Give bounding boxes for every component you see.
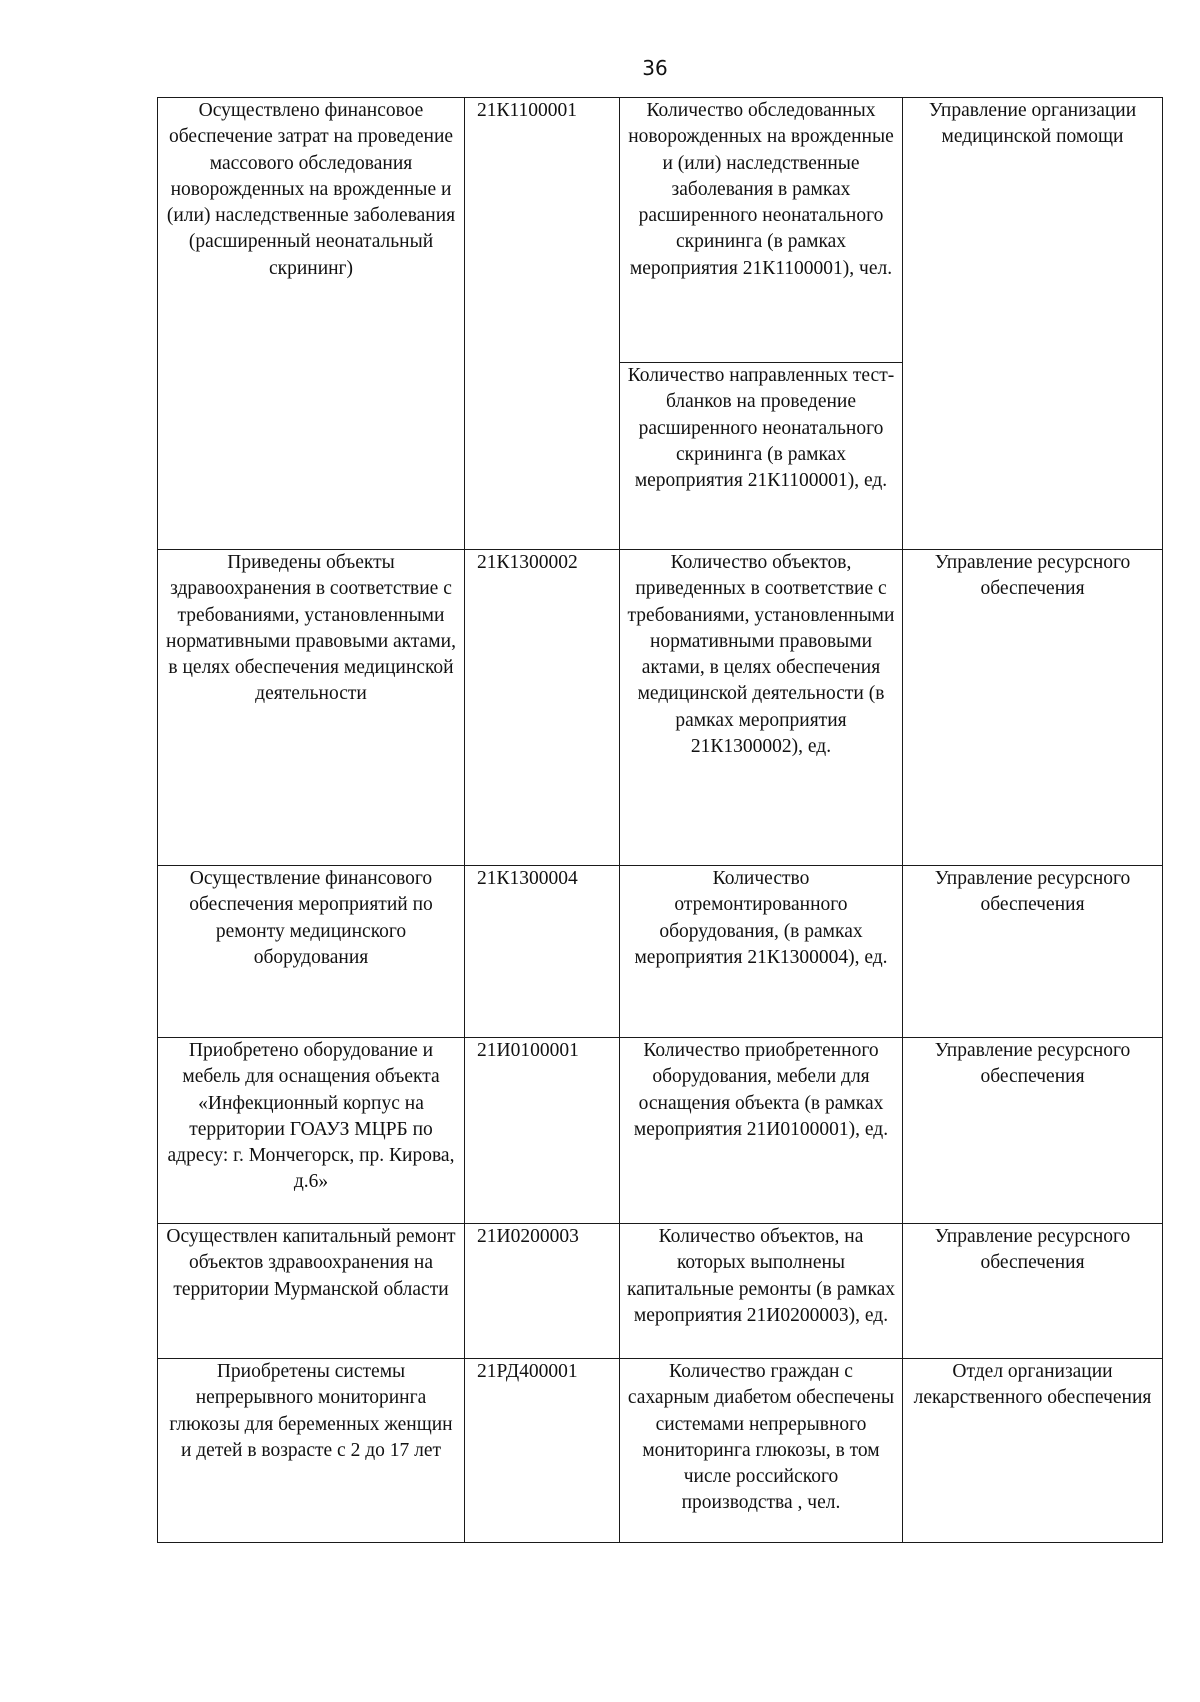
responsible-cell: Управление ресурсного обеспечения [903,866,1163,1038]
responsible-cell: Управление ресурсного обеспечения [903,1038,1163,1224]
table-row [158,1224,1163,1359]
table-row [158,550,1163,866]
responsible-cell: Управление ресурсного обеспечения [903,1224,1163,1359]
measures-table [157,97,1163,1543]
code-cell: 21К1300004 [465,866,620,1038]
indicator-cell: Количество объектов, на которых выполнены капитальные ремонты (в рамках мероприятия 21И0200003), ед. [620,1224,903,1359]
code-cell: 21К1300002 [465,550,620,866]
indicator-cell: Количество граждан с сахарным диабетом обеспечены системами непрерывного мониторинга глюкозы, в том числе российского производства , чел. [620,1359,903,1543]
event-cell: Осуществление финансового обеспечения мероприятий по ремонту медицинского оборудования [158,866,465,1038]
responsible-cell: Отдел организации лекарственного обеспечения [903,1359,1163,1543]
event-cell: Осуществлен капитальный ремонт объектов здравоохранения на территории Мурманской области [158,1224,465,1359]
event-cell: Приобретены системы непрерывного мониторинга глюкозы для беременных женщин и детей в возрасте с 2 до 17 лет [158,1359,465,1543]
responsible-cell: Управление ресурсного обеспечения [903,550,1163,866]
event-cell: Приведены объекты здравоохранения в соответствие с требованиями, установленными нормативными правовыми актами, в целях обеспечения медицинской деятельности [158,550,465,866]
indicator-cell: Количество объектов, приведенных в соответствие с требованиями, установленными нормативными правовыми актами, в целях обеспечения медицинской деятельности (в рамках мероприятия 21К1300002), ед. [620,550,903,866]
code-cell: 21И0100001 [465,1038,620,1224]
event-cell: Приобретено оборудование и мебель для оснащения объекта «Инфекционный корпус на территории ГОАУЗ МЦРБ по адресу: г. Мончегорск, пр. Кирова, д.6» [158,1038,465,1224]
table-row [158,1038,1163,1224]
code-cell: 21К1100001 [465,98,620,550]
table-row [158,1359,1163,1543]
indicator-cell: Количество направленных тест-бланков на проведение расширенного неонатального скрининга (в рамках мероприятия 21К1100001), ед. [620,363,903,550]
code-cell: 21РД400001 [465,1359,620,1543]
responsible-cell: Управление организации медицинской помощи [903,98,1163,550]
indicator-cell: Количество приобретенного оборудования, мебели для оснащения объекта (в рамках мероприятия 21И0100001), ед. [620,1038,903,1224]
indicator-cell: Количество отремонтированного оборудования, (в рамках мероприятия 21К1300004), ед. [620,866,903,1038]
event-cell: Осуществлено финансовое обеспечение затрат на проведение массового обследования новорожденных на врожденные и (или) наследственные заболевания (расширенный неонатальный скрининг) [158,98,465,550]
indicator-cell: Количество обследованных новорожденных на врожденные и (или) наследственные заболевания в рамках расширенного неонатального скрининга (в рамках мероприятия 21К1100001), чел. [620,98,903,363]
page-number: 36 [642,56,668,80]
table-row [158,866,1163,1038]
code-cell: 21И0200003 [465,1224,620,1359]
table-row [158,98,1163,363]
